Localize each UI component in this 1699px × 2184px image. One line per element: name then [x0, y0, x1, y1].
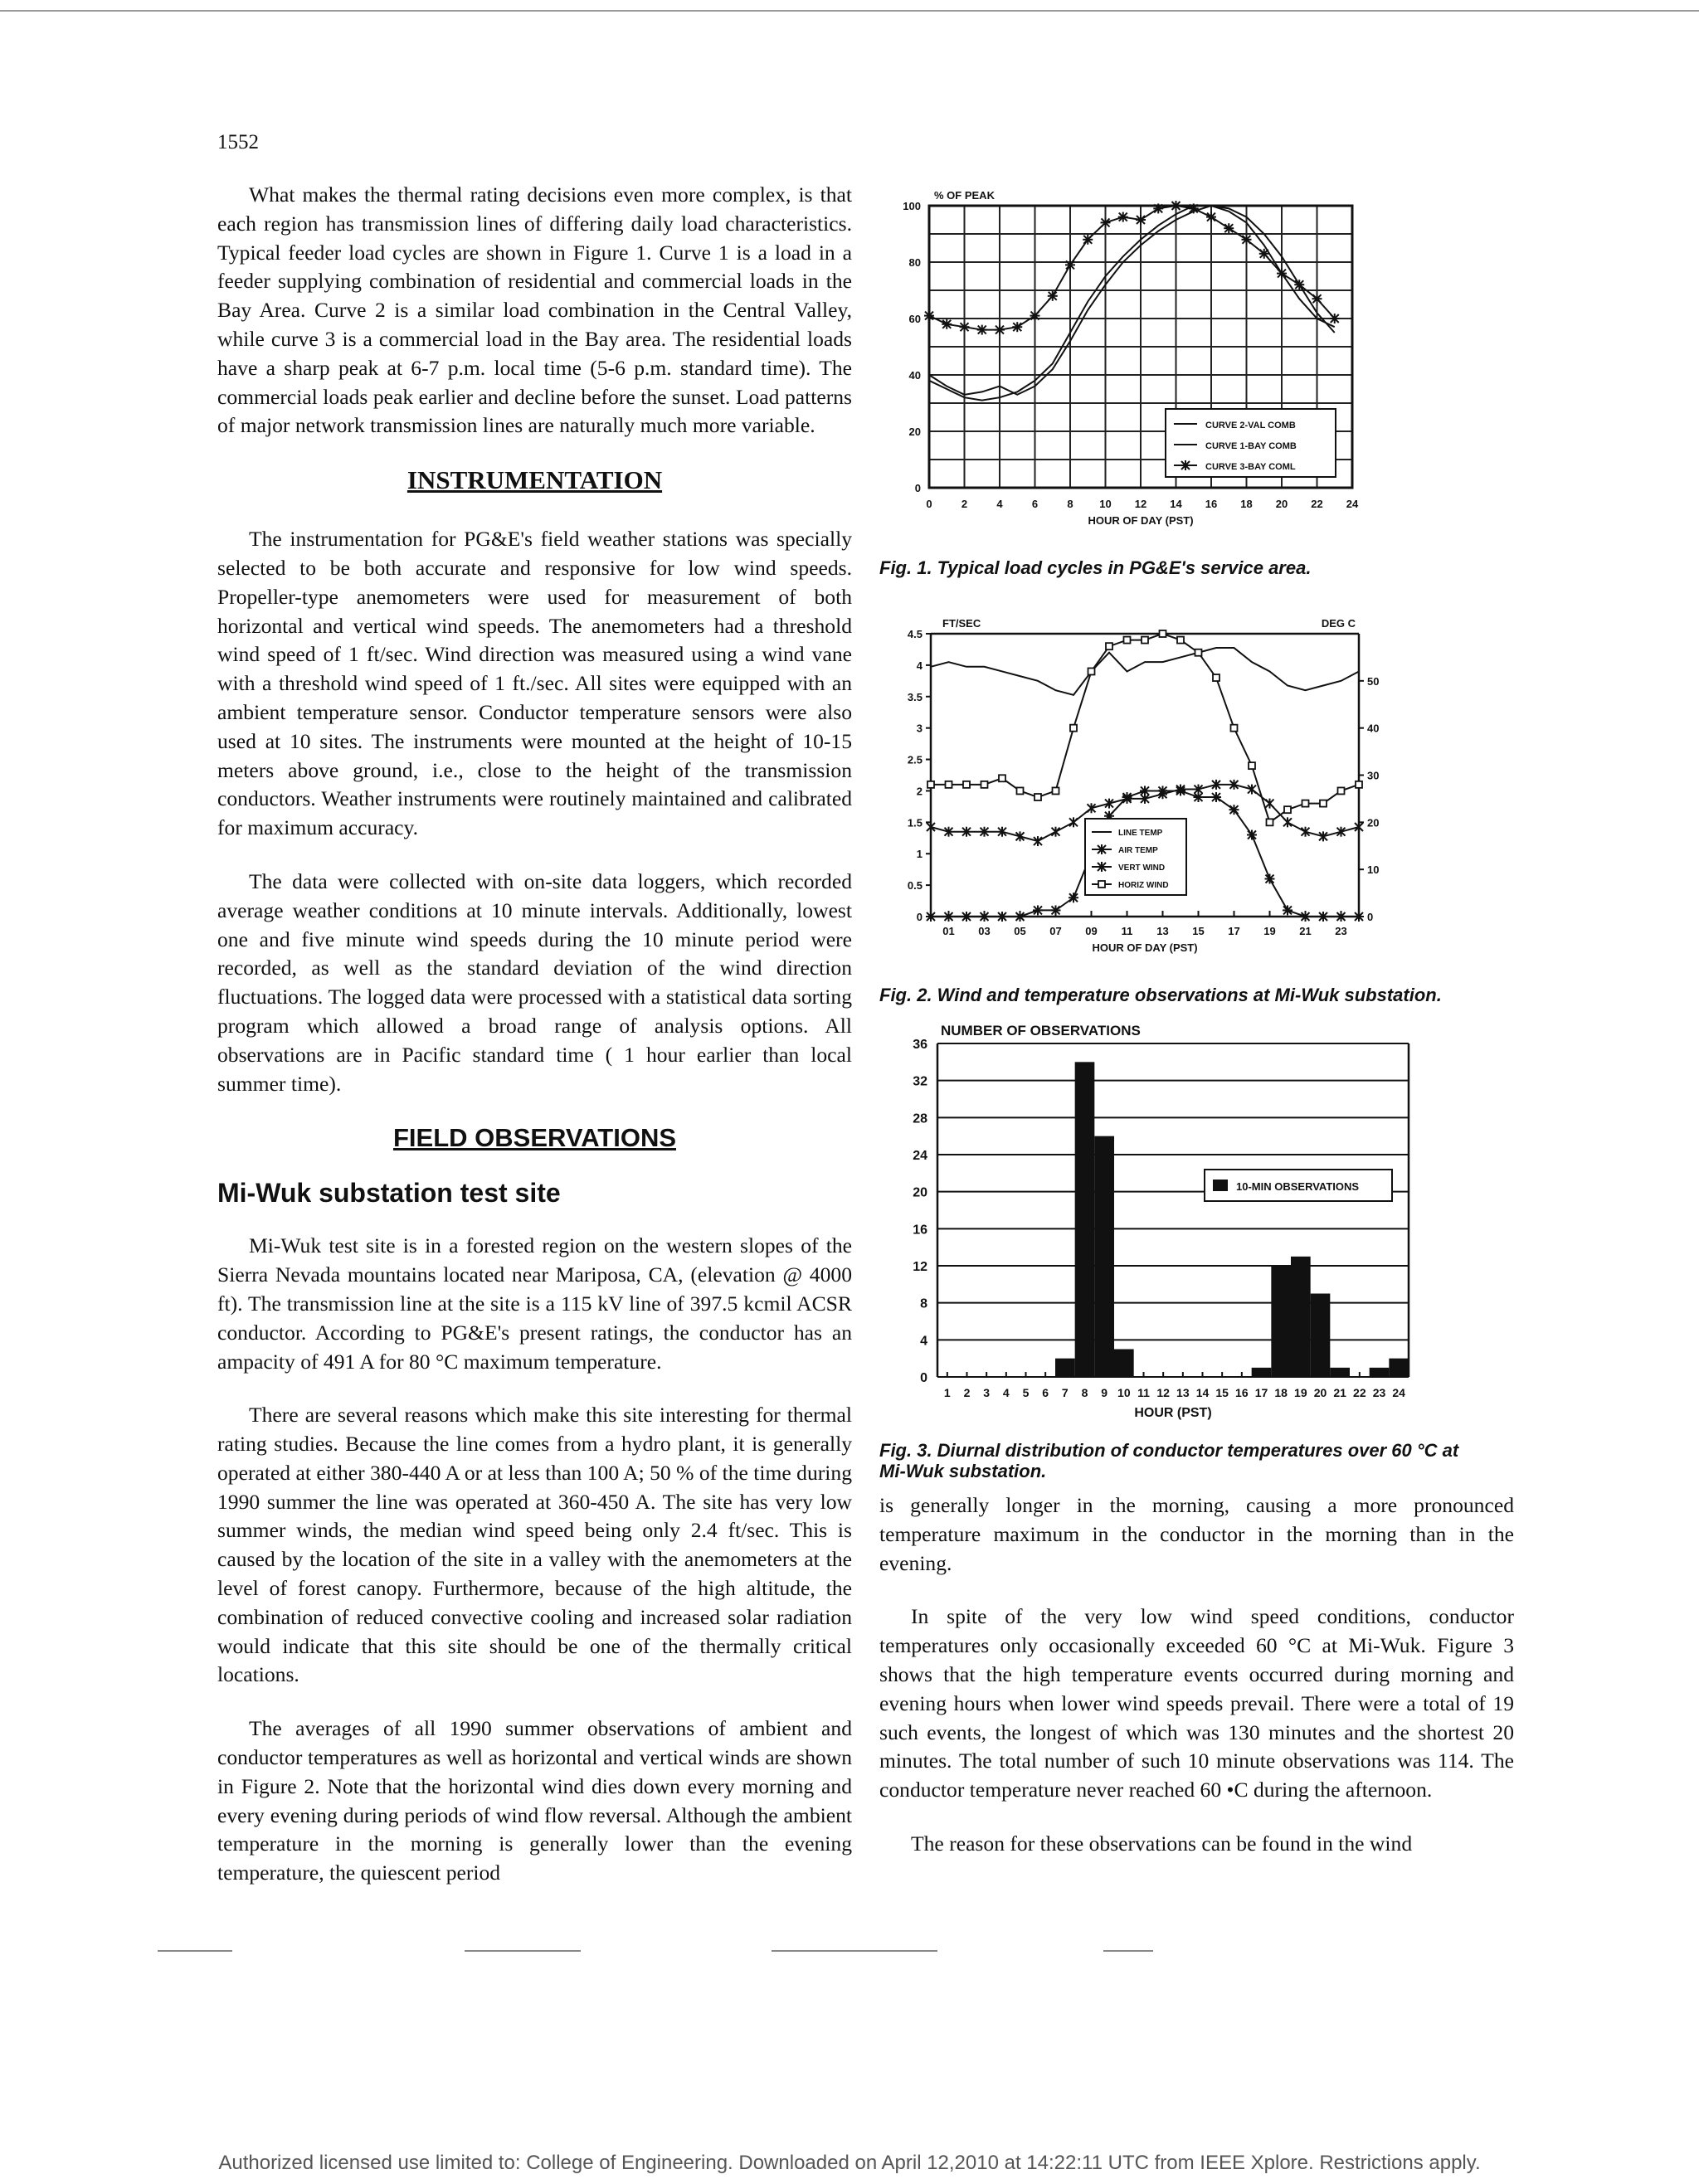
data-point — [1277, 269, 1287, 279]
data-point — [1247, 829, 1257, 839]
data-point — [1118, 212, 1128, 222]
data-point — [1267, 819, 1273, 825]
data-point — [961, 912, 971, 922]
x-tick-label: 03 — [978, 925, 991, 937]
y-axis-label: % OF PEAK — [934, 189, 995, 202]
x-axis-label: HOUR (PST) — [1134, 1406, 1212, 1420]
data-point — [946, 781, 952, 788]
legend-label: LINE TEMP — [1118, 829, 1163, 838]
x-tick-label: 16 — [1205, 498, 1218, 510]
x-tick-label: 17 — [1228, 925, 1240, 937]
x-tick-label: 19 — [1294, 1386, 1307, 1399]
y-right-tick-label: 10 — [1367, 863, 1380, 877]
body-paragraph: In spite of the very low wind speed conditions, conductor temperatures only occasionally exceeded 60 °C at Mi-Wuk. Figure 3 shows that the high temperature events occurred during morning and evening hours when lower wind speeds prevail. There were a total of 19 such events, the longest of which was 130 minutes and the shortest 20 minutes. The total number of such 10 minute observations was 114. The conductor temperature never reached 60 •C during the afternoon. — [879, 1604, 1514, 1802]
data-point — [1034, 794, 1041, 800]
y-tick-label: 4 — [916, 659, 923, 672]
data-point — [1158, 786, 1168, 795]
data-point — [1224, 223, 1234, 233]
data-point — [1194, 792, 1204, 802]
y-tick-label: 100 — [903, 200, 921, 212]
y-tick-label: 1 — [916, 848, 923, 861]
y-tick-label: 20 — [913, 1185, 927, 1200]
x-tick-label: 1 — [943, 1386, 951, 1399]
x-tick-label: 10 — [1117, 1386, 1131, 1399]
data-point — [995, 325, 1005, 335]
body-paragraph: The averages of all 1990 summer observations of ambient and conductor temperatures as well as horizontal and vertical winds are shown in Figure 2. Note that the horizontal wind dies down every morning and every evening during periods of wind flow reversal. Although the ambient temperature in the morning is generally lower than the evening temperature, the quiescent period — [217, 1716, 852, 1885]
data-point — [1189, 203, 1199, 213]
x-tick-label: 20 — [1275, 498, 1288, 510]
data-point — [980, 912, 990, 922]
legend-label: CURVE 2-VAL COMB — [1205, 421, 1296, 430]
legend-label: 10-MIN OBSERVATIONS — [1236, 1180, 1360, 1193]
x-tick-label: 11 — [1121, 925, 1133, 937]
data-point — [1249, 762, 1255, 769]
data-point — [924, 311, 934, 321]
body-paragraph: The data were collected with on-site data loggers, which recorded average weather conditions at 10 minute intervals. Additionally, lowest one and five minute wind speeds during the 10 minute period were recorded, as well as the standard deviation of the wind direction fluctuations. The logged data were processed with a statistical data sorting program which allowed a broad range of analysis options. All observations are in Pacific standard time ( 1 hour earlier than local summer time). — [217, 868, 852, 1096]
x-tick-label: 5 — [1022, 1386, 1030, 1399]
y-tick-label: 8 — [920, 1296, 927, 1311]
figure-3-caption: Fig. 3. Diurnal distribution of conductor temperatures over 60 °C at Mi-Wuk substation. — [879, 1440, 1459, 1481]
data-point — [942, 319, 952, 329]
y-right-axis-label: DEG C — [1321, 617, 1356, 630]
y-tick-label: 0 — [916, 911, 923, 923]
legend-label: CURVE 1-BAY COMB — [1205, 441, 1297, 451]
data-point — [1231, 725, 1238, 732]
data-point — [1083, 235, 1093, 245]
figure-1-chart — [879, 181, 1377, 537]
y-tick-label: 1.5 — [907, 816, 923, 829]
x-tick-label: 10 — [1099, 498, 1112, 510]
right-column — [879, 1491, 1514, 1884]
data-point — [1142, 637, 1148, 644]
figure-2-caption: Fig. 2. Wind and temperature observations at Mi-Wuk substation. — [879, 985, 1442, 1005]
x-tick-label: 9 — [1101, 1386, 1108, 1399]
y-tick-label: 4.5 — [907, 628, 923, 640]
data-point — [1206, 212, 1216, 222]
data-point — [1318, 912, 1328, 922]
top-rule — [0, 10, 1699, 12]
y-tick-label: 3 — [916, 722, 923, 735]
scan-artifact — [158, 1950, 232, 1952]
y-tick-label: 24 — [913, 1149, 927, 1163]
data-point — [944, 912, 954, 922]
legend-label: VERT WIND — [1118, 863, 1166, 873]
subsection-heading-miwuk: Mi-Wuk substation test site — [217, 1178, 561, 1209]
section-heading-instrumentation: INSTRUMENTATION — [406, 465, 663, 495]
legend-label: HORIZ WIND — [1118, 881, 1169, 890]
legend-swatch — [1213, 1180, 1228, 1191]
x-tick-label: 15 — [1215, 1386, 1229, 1399]
data-point — [1136, 215, 1146, 225]
data-point — [999, 775, 1005, 781]
data-point — [1065, 260, 1075, 270]
data-point — [1069, 893, 1078, 902]
data-point — [981, 781, 988, 788]
data-point — [1338, 787, 1345, 794]
x-tick-label: 15 — [1192, 925, 1205, 937]
data-point — [1301, 912, 1311, 922]
x-tick-label: 6 — [1042, 1386, 1049, 1399]
body-paragraph: There are several reasons which make this site interesting for thermal rating studies. Because the line comes from a hydro plant, it is generally operated at either 380-440 A or at less than 100 A; 50 % of the time during 1990 summer the line was operated at 360-450 A. The site has very low summer winds, the median wind speed being only 2.4 ft/sec. This is caused by the location of the site in a valley with the anemometers at the level of forest canopy. Furthermore, because of the high altitude, the combination of reduced convective cooling and increased solar radiation would indicate that this site should be one of the thermally critical locations. — [217, 1403, 852, 1687]
y-tick-label: 36 — [913, 1038, 927, 1052]
data-point — [1070, 725, 1077, 732]
y-tick-label: 0 — [914, 482, 921, 494]
x-tick-label: 22 — [1353, 1386, 1366, 1399]
bar — [1271, 1266, 1291, 1377]
data-point — [1106, 643, 1112, 649]
x-tick-label: 19 — [1263, 925, 1276, 937]
y-tick-label: 2 — [916, 785, 923, 798]
y-right-tick-label: 40 — [1367, 722, 1380, 735]
page-number: 1552 — [217, 131, 259, 153]
bar — [1094, 1136, 1114, 1377]
body-paragraph: What makes the thermal rating decisions even more complex, is that each region has transmission lines of differing daily load characteristics. Typical feeder load cycles are shown in Figure 1. Curve 1 is a load in a feeder supplying combination of residential and commercial loads in the Bay Area. Curve 2 is a similar load combination in the Central Valley, while curve 3 is a commercial load in the Bay area. The residential loads have a sharp peak at 6-7 p.m. local time (5-6 p.m. standard time). The commercial loads peak earlier and decline before the sunset. Load patterns of major network transmission lines are naturally much more variable. — [217, 182, 852, 438]
series-line-0 — [931, 648, 1359, 695]
data-point — [997, 912, 1007, 922]
data-point — [963, 781, 970, 788]
figure-1-caption: Fig. 1. Typical load cycles in PG&E's service area. — [879, 557, 1312, 578]
y-tick-label: 0 — [920, 1371, 927, 1385]
scan-artifact — [772, 1950, 937, 1952]
y-tick-label: 80 — [908, 256, 921, 269]
data-point — [1312, 294, 1322, 304]
x-tick-label: 24 — [1346, 498, 1359, 510]
data-point — [1265, 874, 1275, 884]
x-tick-label: 3 — [983, 1386, 991, 1399]
y-tick-label: 32 — [913, 1074, 927, 1089]
legend-marker — [1098, 881, 1105, 888]
body-paragraph: is generally longer in the morning, causing a more pronounced temperature maximum in the conductor in the morning than in the evening. — [879, 1493, 1514, 1575]
bar — [1311, 1294, 1331, 1378]
x-tick-label: 2 — [961, 498, 968, 510]
data-point — [1015, 912, 1025, 922]
figure-3-chart — [879, 1014, 1493, 1428]
legend-label: AIR TEMP — [1118, 846, 1158, 855]
x-tick-label: 0 — [926, 498, 932, 510]
x-tick-label: 23 — [1335, 925, 1347, 937]
x-tick-label: 20 — [1313, 1386, 1327, 1399]
x-tick-label: 4 — [1002, 1386, 1010, 1399]
y-right-tick-label: 20 — [1367, 816, 1380, 829]
x-tick-label: 17 — [1254, 1386, 1268, 1399]
x-tick-label: 8 — [1081, 1386, 1088, 1399]
data-point — [1177, 637, 1184, 644]
data-point — [1122, 792, 1132, 802]
data-point — [960, 322, 970, 332]
y-axis-label: NUMBER OF OBSERVATIONS — [941, 1023, 1141, 1038]
x-tick-label: 21 — [1333, 1386, 1346, 1399]
data-point — [1101, 217, 1111, 227]
footer-license: Authorized licensed use limited to: College of Engineering. Downloaded on April 12,2010 at 14:22:11 UTC from IEEE Xplore. Restrictions apply. — [218, 2152, 1481, 2174]
data-point — [1266, 799, 1274, 809]
data-point — [1051, 905, 1061, 915]
bar — [1291, 1257, 1311, 1377]
y-tick-label: 20 — [908, 426, 921, 438]
data-point — [1302, 800, 1309, 807]
x-tick-label: 11 — [1137, 1386, 1150, 1399]
data-point — [1330, 314, 1340, 323]
bar — [1075, 1062, 1095, 1377]
y-axis-label: FT/SEC — [942, 617, 981, 630]
x-tick-label: 4 — [996, 498, 1003, 510]
data-point — [1283, 905, 1293, 915]
data-point — [1320, 800, 1327, 807]
data-point — [1242, 235, 1252, 245]
y-tick-label: 40 — [908, 369, 921, 382]
section-heading-field-observations: FIELD OBSERVATIONS — [392, 1123, 677, 1153]
data-point — [1284, 806, 1291, 813]
data-point — [1160, 630, 1166, 637]
x-tick-label: 2 — [963, 1386, 971, 1399]
data-point — [1052, 827, 1060, 837]
data-point — [1176, 786, 1185, 795]
body-paragraph: The reason for these observations can be found in the wind — [911, 1831, 1413, 1856]
data-point — [1048, 291, 1058, 301]
legend-label: CURVE 3-BAY COML — [1205, 462, 1296, 472]
y-right-tick-label: 50 — [1367, 674, 1380, 688]
x-axis-label: HOUR OF DAY (PST) — [1092, 941, 1198, 954]
x-axis-label: HOUR OF DAY (PST) — [1088, 514, 1194, 527]
scan-artifact — [1103, 1950, 1153, 1952]
y-tick-label: 4 — [920, 1334, 927, 1349]
legend-marker — [1181, 460, 1190, 470]
x-tick-label: 21 — [1299, 925, 1312, 937]
data-point — [977, 325, 987, 335]
x-tick-label: 09 — [1085, 925, 1098, 937]
body-paragraph: The instrumentation for PG&E's field weather stations was specially selected to be both accurate and responsive for low wind speeds. Propeller-type anemometers were used for measurement of both horizontal and vertical wind speeds. The anemometers had a threshold wind speed of 1 ft/sec. Wind direction was measured using a wind vane with a threshold wind speed of 1 ft./sec. All sites were equipped with an ambient temperature sensor. Conductor temperature sensors were also used at 10 sites. The instruments were mounted at the height of 10-15 meters above ground, i.e., close to the height of the transmission conductors. Weather instruments were routinely maintained and calibrated for maximum accuracy. — [217, 527, 852, 840]
y-tick-label: 0.5 — [907, 879, 923, 893]
y-right-tick-label: 0 — [1367, 911, 1374, 923]
data-point — [926, 912, 936, 922]
data-point — [1283, 817, 1292, 827]
data-point — [1171, 201, 1181, 211]
x-tick-label: 8 — [1067, 498, 1073, 510]
data-point — [1033, 905, 1043, 915]
x-tick-label: 14 — [1195, 1386, 1210, 1399]
x-tick-label: 12 — [1134, 498, 1147, 510]
figure-2-chart — [879, 604, 1394, 977]
data-point — [1211, 792, 1221, 802]
x-tick-label: 16 — [1235, 1386, 1249, 1399]
data-point — [1195, 649, 1202, 656]
data-point — [1030, 311, 1040, 321]
data-point — [1140, 786, 1150, 795]
data-point — [1336, 912, 1346, 922]
x-tick-label: 14 — [1170, 498, 1182, 510]
y-tick-label: 12 — [913, 1260, 927, 1274]
x-tick-label: 6 — [1031, 498, 1039, 510]
x-tick-label: 18 — [1240, 498, 1253, 510]
x-tick-label: 24 — [1392, 1386, 1405, 1399]
data-point — [1069, 817, 1078, 827]
body-paragraph: Mi-Wuk test site is in a forested region on the western slopes of the Sierra Nevada mountains located near Mariposa, CA, (elevation @ 4000 ft). The transmission line at the site is a 115 kV line of 397.5 kcmil ACSR conductor. According to PG&E's present ratings, the conductor has an ampacity of 491 A for 80 °C maximum temperature. — [217, 1233, 852, 1374]
y-tick-label: 16 — [913, 1223, 927, 1238]
data-point — [1088, 668, 1095, 674]
x-tick-label: 13 — [1176, 1386, 1190, 1399]
data-point — [1153, 203, 1163, 213]
y-right-tick-label: 30 — [1367, 769, 1380, 782]
x-tick-label: 7 — [1061, 1386, 1069, 1399]
y-tick-label: 3.5 — [907, 690, 923, 703]
y-tick-label: 60 — [908, 313, 921, 325]
x-tick-label: 22 — [1311, 498, 1323, 510]
data-point — [1124, 637, 1131, 644]
x-tick-label: 18 — [1274, 1386, 1288, 1399]
x-tick-label: 23 — [1372, 1386, 1386, 1399]
series-line-1 — [929, 206, 1335, 401]
data-point — [1356, 781, 1362, 788]
series-line-2 — [929, 206, 1335, 330]
data-point — [1053, 787, 1059, 794]
data-point — [1213, 674, 1219, 681]
x-tick-label: 07 — [1049, 925, 1062, 937]
x-tick-label: 01 — [942, 925, 955, 937]
x-tick-label: 05 — [1014, 925, 1026, 937]
data-point — [1017, 787, 1024, 794]
legend-marker — [1097, 862, 1107, 872]
data-point — [1012, 322, 1022, 332]
left-column — [217, 181, 852, 1913]
scan-artifact — [465, 1950, 581, 1952]
data-point — [1354, 912, 1364, 922]
y-tick-label: 28 — [913, 1111, 927, 1126]
x-tick-label: 13 — [1156, 925, 1169, 937]
data-point — [1259, 249, 1269, 259]
y-tick-label: 2.5 — [907, 753, 923, 766]
x-tick-label: 12 — [1156, 1386, 1170, 1399]
data-point — [1294, 280, 1304, 289]
data-point — [927, 781, 934, 788]
data-point — [1229, 805, 1239, 815]
